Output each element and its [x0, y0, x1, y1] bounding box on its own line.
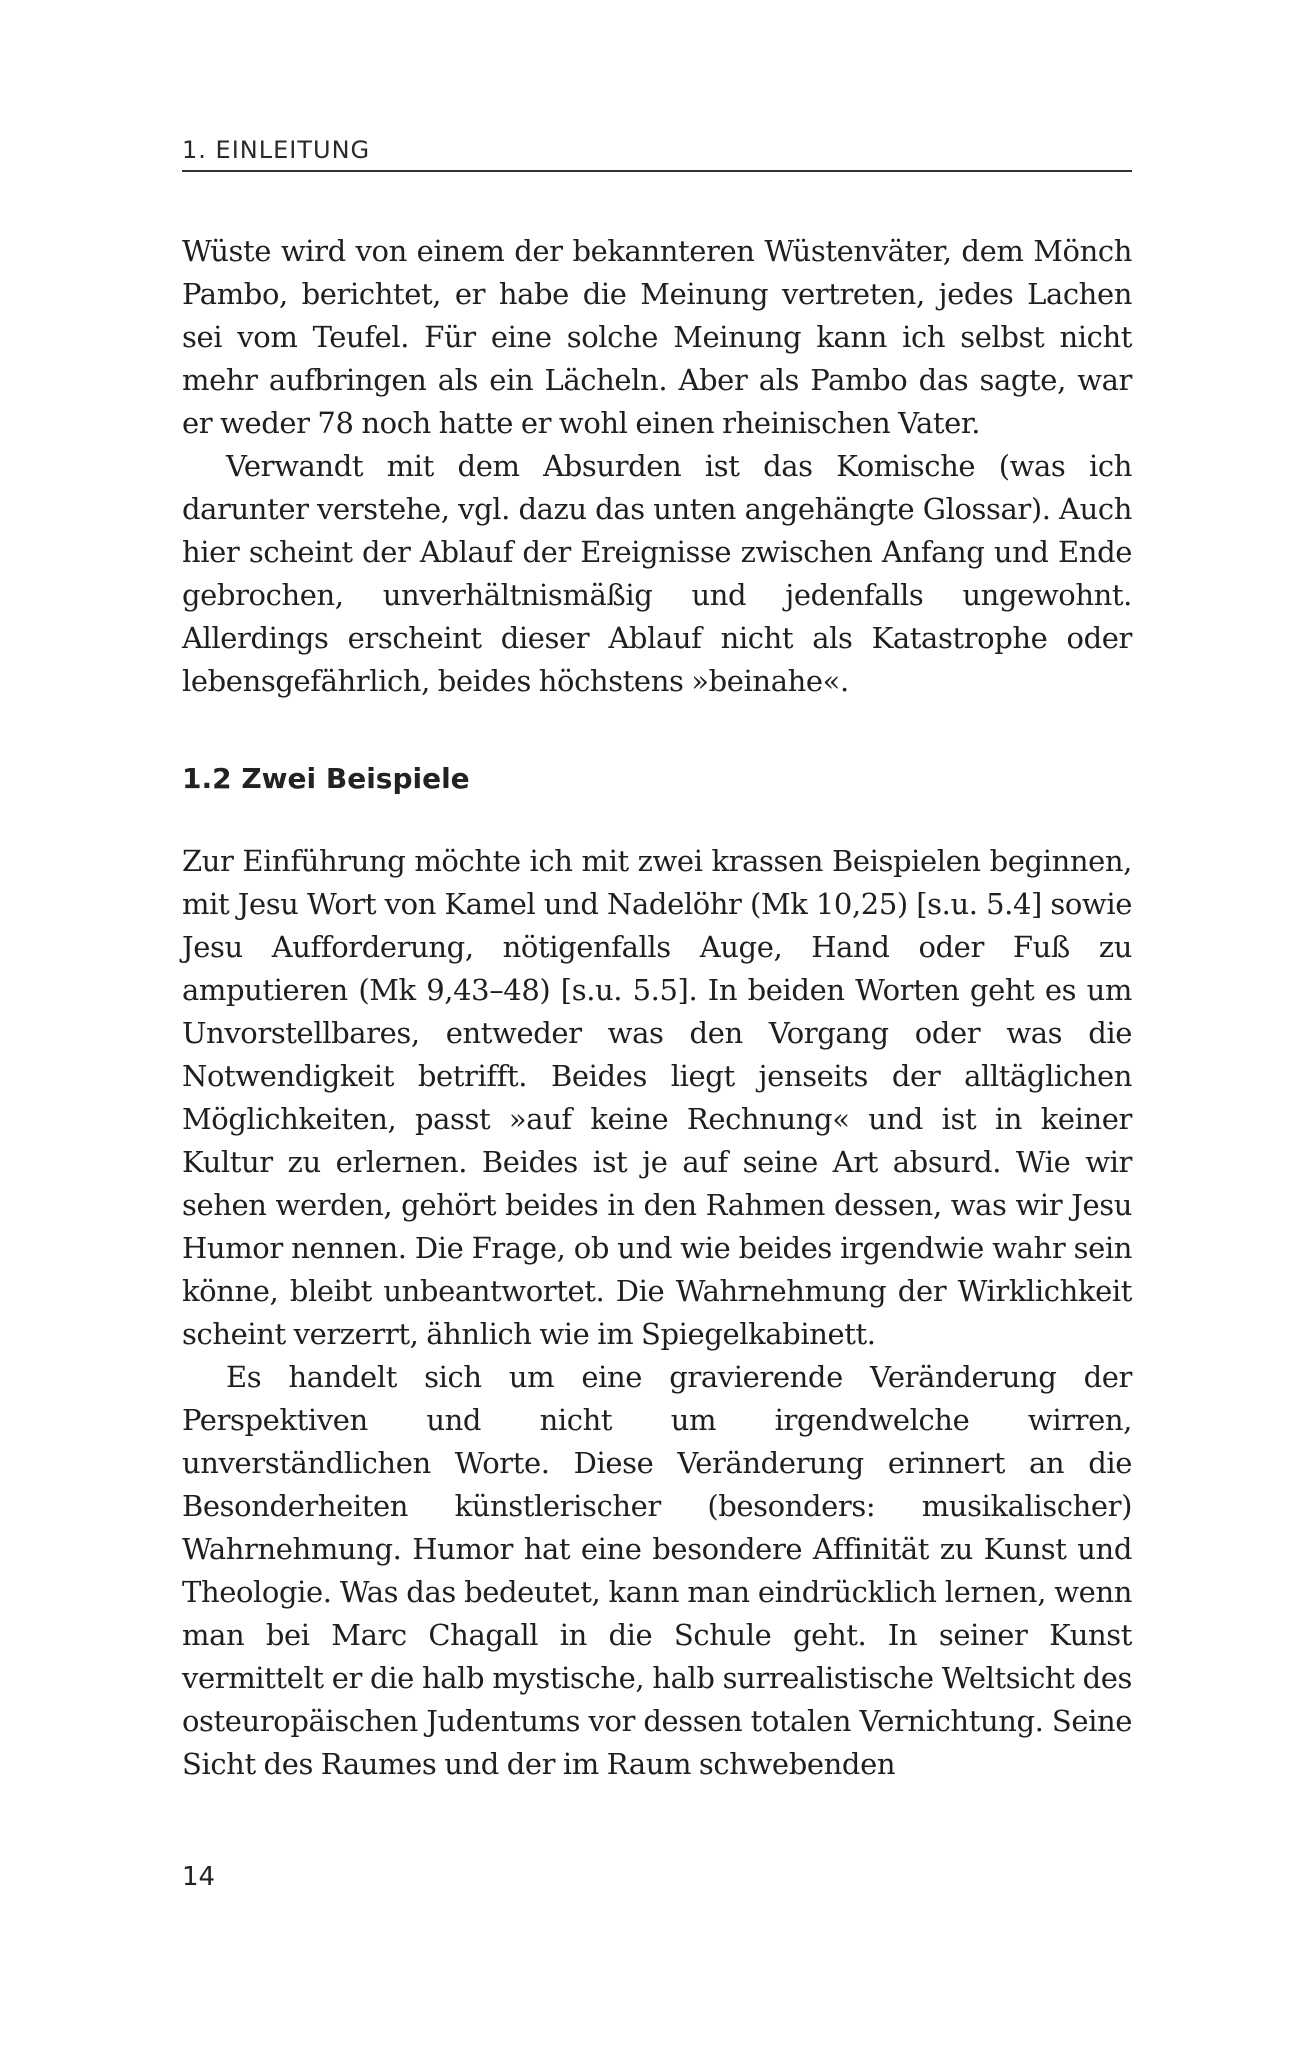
- paragraph: Zur Einführung möchte ich mit zwei krassen Beispielen beginnen, mit Jesu Wort von Kamel und Nadelöhr (Mk 10,25) [s.u. 5.4] sowie Jesu Aufforderung, nötigenfalls Auge, Hand oder Fuß zu amputieren (Mk 9,43–48) [s.u. 5.5]. In beiden Worten geht es um Unvorstellbares, entweder was den Vorgang oder was die Notwendigkeit betrifft. Beides liegt jenseits der alltäglichen Möglichkeiten, passt »auf keine Rechnung« und ist in keiner Kultur zu erlernen. Beides ist je auf seine Art absurd. Wie wir sehen werden, gehört beides in den Rahmen dessen, was wir Jesu Humor nennen. Die Frage, ob und wie beides irgendwie wahr sein könne, bleibt unbeantwortet. Die Wahrnehmung der Wirklichkeit scheint verzerrt, ähnlich wie im Spiegelkabinett.: [182, 844, 1132, 1351]
- page-number: 14: [182, 1862, 216, 1892]
- paragraph: Verwandt mit dem Absurden ist das Komische (was ich darunter verstehe, vgl. dazu das unten angehängte Glossar). Auch hier scheint der Ablauf der Ereignisse zwischen Anfang und Ende gebrochen, unverhältnismäßig und jedenfalls ungewohnt. Allerdings erscheint dieser Ablauf nicht als Katastrophe oder lebensgefährlich, beides höchstens »beinahe«.: [182, 449, 1132, 698]
- paragraph: Es handelt sich um eine gravierende Veränderung der Perspektiven und nicht um irgendwelche wirren, unverständlichen Worte. Diese Veränderung erinnert an die Besonderheiten künstlerischer (besonders: musikalischer) Wahrnehmung. Humor hat eine besondere Affinität zu Kunst und Theologie. Was das bedeutet, kann man eindrücklich lernen, wenn man bei Marc Chagall in die Schule geht. In seiner Kunst vermittelt er die halb mystische, halb surrealistische Weltsicht des osteuropäischen Judentums vor dessen totalen Vernichtung. Seine Sicht des Raumes und der im Raum schwebenden: [182, 1360, 1132, 1781]
- running-head: 1. EINLEITUNG: [182, 136, 1132, 172]
- text-block-section: [182, 840, 1132, 1786]
- paragraph: Wüste wird von einem der bekannteren Wüstenväter, dem Mönch Pambo, berichtet, er habe die Meinung vertreten, jedes Lachen sei vom Teufel. Für eine solche Meinung kann ich selbst nicht mehr aufbringen als ein Lächeln. Aber als Pambo das sagte, war er weder 78 noch hatte er wohl einen rheinischen Vater.: [182, 234, 1132, 440]
- text-block-intro: [182, 230, 1132, 703]
- section-heading: 1.2 Zwei Beispiele: [182, 762, 470, 795]
